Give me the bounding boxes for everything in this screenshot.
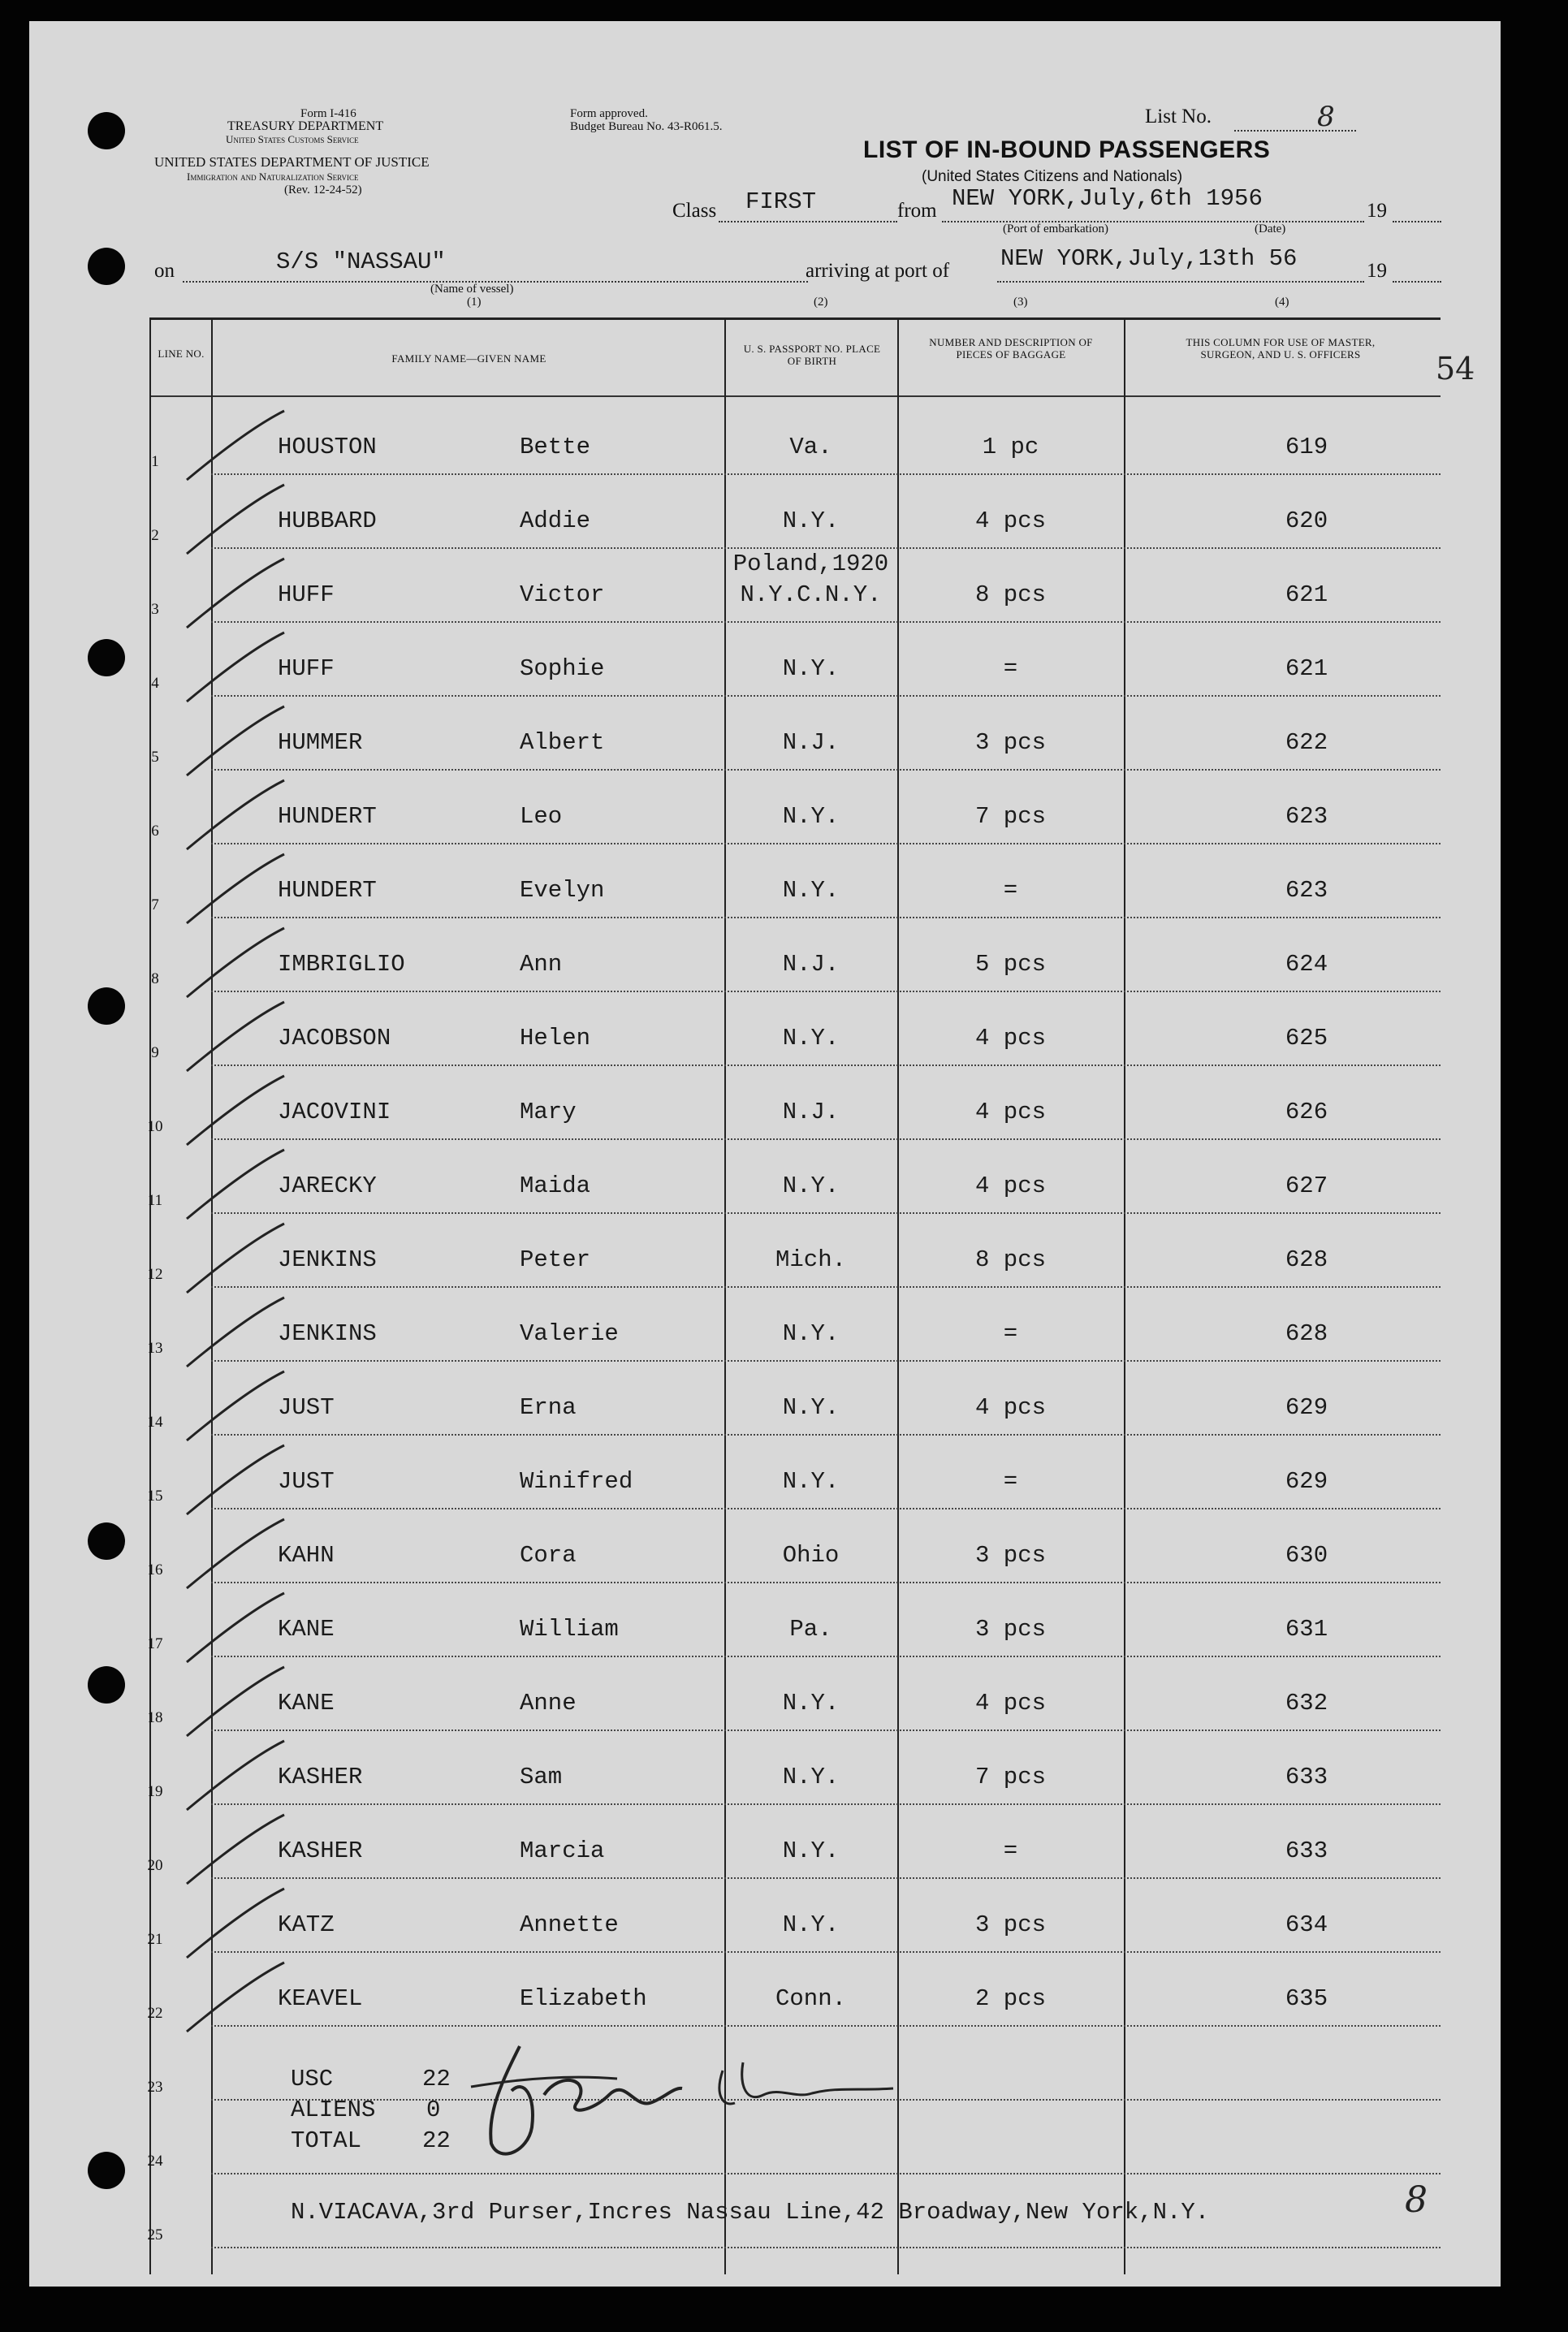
given-name: Leo	[520, 803, 563, 830]
on-label: on	[154, 260, 175, 282]
family-name: HUFF	[278, 655, 335, 682]
baggage: 5 pcs	[974, 951, 1046, 978]
place-of-birth: Mich.	[775, 1246, 846, 1273]
officer-number: 634	[1285, 1911, 1328, 1938]
given-name: Erna	[520, 1394, 577, 1421]
family-name: JACOBSON	[278, 1025, 391, 1052]
total-value: 22	[422, 2127, 451, 2154]
baggage: =	[1003, 1468, 1018, 1495]
family-name: JUST	[278, 1394, 335, 1421]
family-name: IMBRIGLIO	[278, 951, 405, 978]
family-name: HUNDERT	[278, 877, 377, 904]
baggage: =	[1003, 655, 1018, 682]
place-of-birth: N.Y.	[782, 1394, 840, 1421]
baggage: 7 pcs	[974, 1764, 1046, 1790]
signature-mark	[455, 2030, 909, 2168]
officer-number: 631	[1285, 1616, 1328, 1643]
table-row	[0, 551, 1568, 624]
form-number: Form I-416	[300, 107, 356, 120]
baggage: 3 pcs	[974, 729, 1046, 756]
line-number: 22	[147, 2005, 163, 2022]
year-suffix: 19	[1367, 260, 1387, 282]
vessel-caption-number: (1)	[467, 296, 482, 309]
column-header-name: FAMILY NAME—GIVEN NAME	[391, 352, 546, 365]
officer-number: 629	[1285, 1468, 1328, 1495]
line-number: 13	[147, 1340, 163, 1357]
officer-number: 627	[1285, 1172, 1328, 1199]
given-name: Winifred	[520, 1468, 633, 1495]
baggage: 3 pcs	[974, 1911, 1046, 1938]
arriving-label: arriving at port of	[806, 260, 950, 282]
given-name: Elizabeth	[520, 1985, 647, 2012]
given-name: Marcia	[520, 1838, 605, 1864]
line-number: 7	[151, 896, 159, 913]
table-row	[0, 1807, 1568, 1881]
line-number: 10	[147, 1118, 163, 1135]
table-row	[0, 1733, 1568, 1807]
officer-number: 622	[1285, 729, 1328, 756]
family-name: KATZ	[278, 1911, 335, 1938]
ins-service: Immigration and Naturalization Service	[187, 171, 359, 183]
baggage: 4 pcs	[974, 507, 1046, 534]
budget-bureau: Budget Bureau No. 43-R061.5.	[570, 120, 723, 133]
family-name: HOUSTON	[278, 434, 377, 460]
table-row	[0, 1216, 1568, 1289]
given-name: Anne	[520, 1690, 577, 1717]
form-approved: Form approved.	[570, 107, 648, 120]
family-name: JACOVINI	[278, 1099, 391, 1125]
family-name: KASHER	[278, 1838, 363, 1864]
table-row	[0, 624, 1568, 698]
officer-number: 624	[1285, 951, 1328, 978]
baggage: =	[1003, 877, 1018, 904]
family-name: KEAVEL	[278, 1985, 363, 2012]
line-number: 12	[147, 1266, 163, 1283]
officer-number: 623	[1285, 803, 1328, 830]
place-of-birth: N.Y.	[782, 1320, 840, 1347]
family-name: JARECKY	[278, 1172, 377, 1199]
treasury-department: TREASURY DEPARTMENT	[227, 119, 384, 133]
family-name: JENKINS	[278, 1320, 377, 1347]
family-name: KAHN	[278, 1542, 335, 1569]
table-row	[0, 1437, 1568, 1511]
date-caption: (Date)	[1255, 222, 1286, 235]
table-row	[0, 920, 1568, 994]
table-row	[0, 1659, 1568, 1733]
table-row	[0, 772, 1568, 846]
place-of-birth: Pa.	[789, 1616, 832, 1643]
officer-number: 630	[1285, 1542, 1328, 1569]
officer-number: 633	[1285, 1838, 1328, 1864]
family-name: KASHER	[278, 1764, 363, 1790]
baggage: 4 pcs	[974, 1099, 1046, 1125]
place-of-birth: N.J.	[782, 951, 840, 978]
given-name: Evelyn	[520, 877, 605, 904]
from-label: from	[897, 200, 937, 222]
line-number: 14	[147, 1414, 163, 1431]
table-row	[0, 846, 1568, 920]
baggage: 4 pcs	[974, 1690, 1046, 1717]
table-row	[0, 698, 1568, 772]
table-row	[0, 1881, 1568, 1954]
column-header-passport: U. S. PASSPORT NO. PLACE OF BIRTH	[743, 343, 881, 367]
officer-number: 632	[1285, 1690, 1328, 1717]
family-name: HUBBARD	[278, 507, 377, 534]
table-body	[0, 403, 1568, 2278]
table-row	[0, 1511, 1568, 1585]
list-no-label: List No.	[1145, 106, 1212, 127]
class-value: FIRST	[745, 188, 817, 215]
given-name: Cora	[520, 1542, 577, 1569]
given-name: Valerie	[520, 1320, 619, 1347]
document-subtitle: (United States Citizens and Nationals)	[922, 168, 1183, 185]
line-number: 1	[151, 453, 159, 470]
place-of-birth: N.Y.	[782, 655, 840, 682]
total-label: TOTAL	[291, 2127, 362, 2154]
table-row	[0, 403, 1568, 477]
column-header-baggage: NUMBER AND DESCRIPTION OF PIECES OF BAGGAGE	[929, 336, 1093, 361]
officer-number: 635	[1285, 1985, 1328, 2012]
given-name: Sophie	[520, 655, 605, 682]
family-name: KANE	[278, 1690, 335, 1717]
line-number: 21	[147, 1931, 163, 1948]
officer-number: 628	[1285, 1246, 1328, 1273]
vessel-caption: (Name of vessel)	[430, 283, 514, 296]
family-name: JENKINS	[278, 1246, 377, 1273]
family-name: KANE	[278, 1616, 335, 1643]
line-number: 24	[147, 2153, 163, 2170]
officer-number: 621	[1285, 655, 1328, 682]
class-label: Class	[672, 200, 717, 222]
officer-number: 633	[1285, 1764, 1328, 1790]
line-number: 15	[147, 1488, 163, 1505]
column-caption: (4)	[1275, 296, 1289, 309]
officer-number: 623	[1285, 877, 1328, 904]
arrival-port: NEW YORK,July,13th 56	[1000, 245, 1298, 272]
baggage: 3 pcs	[974, 1616, 1046, 1643]
given-name: Peter	[520, 1246, 591, 1273]
place-of-birth-secondary: N.Y.C.N.Y.	[740, 581, 882, 608]
line-number: 11	[147, 1192, 163, 1209]
officer-number: 620	[1285, 507, 1328, 534]
line-number: 25	[147, 2226, 163, 2243]
line-number: 3	[151, 601, 159, 618]
line-number: 16	[147, 1561, 163, 1578]
officer-number: 619	[1285, 434, 1328, 460]
family-name: JUST	[278, 1468, 335, 1495]
table-row	[0, 1142, 1568, 1216]
purser-signature-line: N.VIACAVA,3rd Purser,Incres Nassau Line,42 Broadway,New York,N.Y.	[291, 2199, 1210, 2226]
officer-number: 626	[1285, 1099, 1328, 1125]
given-name: Mary	[520, 1099, 577, 1125]
family-name: HUMMER	[278, 729, 363, 756]
place-of-birth: N.Y.	[782, 507, 840, 534]
officer-number: 628	[1285, 1320, 1328, 1347]
baggage: 7 pcs	[974, 803, 1046, 830]
customs-service: United States Customs Service	[226, 133, 359, 145]
baggage: 8 pcs	[974, 581, 1046, 608]
vessel-name: S/S "NASSAU"	[276, 248, 446, 275]
officer-number: 621	[1285, 581, 1328, 608]
line-number: 18	[147, 1709, 163, 1726]
baggage: 8 pcs	[974, 1246, 1046, 1273]
line-number: 19	[147, 1783, 163, 1800]
baggage: =	[1003, 1320, 1018, 1347]
usc-value: 22	[422, 2066, 451, 2092]
place-of-birth: N.Y.	[782, 803, 840, 830]
port-of-embarkation: NEW YORK,July,6th 1956	[952, 185, 1263, 212]
place-of-birth: Ohio	[782, 1542, 840, 1569]
table-row	[0, 1068, 1568, 1142]
place-of-birth: N.J.	[782, 1099, 840, 1125]
table-row	[0, 1289, 1568, 1363]
baggage: 4 pcs	[974, 1172, 1046, 1199]
given-name: William	[520, 1616, 619, 1643]
table-row	[0, 477, 1568, 551]
line-number: 9	[151, 1044, 159, 1061]
place-of-birth: Va.	[789, 434, 832, 460]
baggage: 3 pcs	[974, 1542, 1046, 1569]
line-number: 23	[147, 2079, 163, 2096]
place-of-birth: N.J.	[782, 729, 840, 756]
table-row	[0, 994, 1568, 1068]
baggage: 2 pcs	[974, 1985, 1046, 2012]
line-number: 2	[151, 527, 159, 544]
baggage: 4 pcs	[974, 1025, 1046, 1052]
baggage: 1 pc	[982, 434, 1039, 460]
port-embark-caption: (Port of embarkation)	[1003, 222, 1108, 235]
aliens-label: ALIENS	[291, 2097, 376, 2123]
given-name: Addie	[520, 507, 591, 534]
justice-department: UNITED STATES DEPARTMENT OF JUSTICE	[154, 154, 430, 170]
given-name: Helen	[520, 1025, 591, 1052]
line-number: 8	[151, 970, 159, 987]
column-caption: (3)	[1013, 296, 1028, 309]
family-name: HUNDERT	[278, 803, 377, 830]
officer-number: 629	[1285, 1394, 1328, 1421]
aliens-value: 0	[426, 2097, 441, 2123]
given-name: Maida	[520, 1172, 591, 1199]
baggage: 4 pcs	[974, 1394, 1046, 1421]
given-name: Bette	[520, 434, 591, 460]
line-number: 5	[151, 749, 159, 766]
column-header-line-no: LINE NO.	[158, 348, 205, 360]
place-of-birth: N.Y.	[782, 1025, 840, 1052]
year-suffix: 19	[1367, 200, 1387, 222]
usc-label: USC	[291, 2066, 334, 2092]
place-of-birth: N.Y.	[782, 877, 840, 904]
line-number: 20	[147, 1857, 163, 1874]
table-row	[0, 1363, 1568, 1437]
place-of-birth: Poland,1920	[732, 551, 889, 577]
place-of-birth: N.Y.	[782, 1468, 840, 1495]
given-name: Annette	[520, 1911, 619, 1938]
document-title: LIST OF IN-BOUND PASSENGERS	[863, 136, 1271, 163]
table-row	[0, 1585, 1568, 1659]
given-name: Ann	[520, 951, 563, 978]
given-name: Albert	[520, 729, 605, 756]
form-revision: (Rev. 12-24-52)	[284, 184, 362, 196]
place-of-birth: N.Y.	[782, 1690, 840, 1717]
line-number: 4	[151, 675, 159, 692]
column-header-officers: THIS COLUMN FOR USE OF MASTER, SURGEON, AND U. S. OFFICERS	[1186, 336, 1376, 361]
given-name: Sam	[520, 1764, 563, 1790]
baggage: =	[1003, 1838, 1018, 1864]
place-of-birth: N.Y.	[782, 1172, 840, 1199]
line-number: 17	[147, 1635, 163, 1652]
place-of-birth: N.Y.	[782, 1911, 840, 1938]
line-number: 6	[151, 823, 159, 840]
handwritten-margin-mark: 8	[1405, 2179, 1428, 2221]
officer-number: 625	[1285, 1025, 1328, 1052]
table-row	[0, 1954, 1568, 2028]
family-name: HUFF	[278, 581, 335, 608]
place-of-birth: N.Y.	[782, 1764, 840, 1790]
list-number: 8	[1317, 101, 1335, 133]
place-of-birth: Conn.	[775, 1985, 846, 2012]
place-of-birth: N.Y.	[782, 1838, 840, 1864]
margin-note: 54	[1436, 351, 1475, 387]
given-name: Victor	[520, 581, 605, 608]
column-caption: (2)	[814, 296, 828, 309]
